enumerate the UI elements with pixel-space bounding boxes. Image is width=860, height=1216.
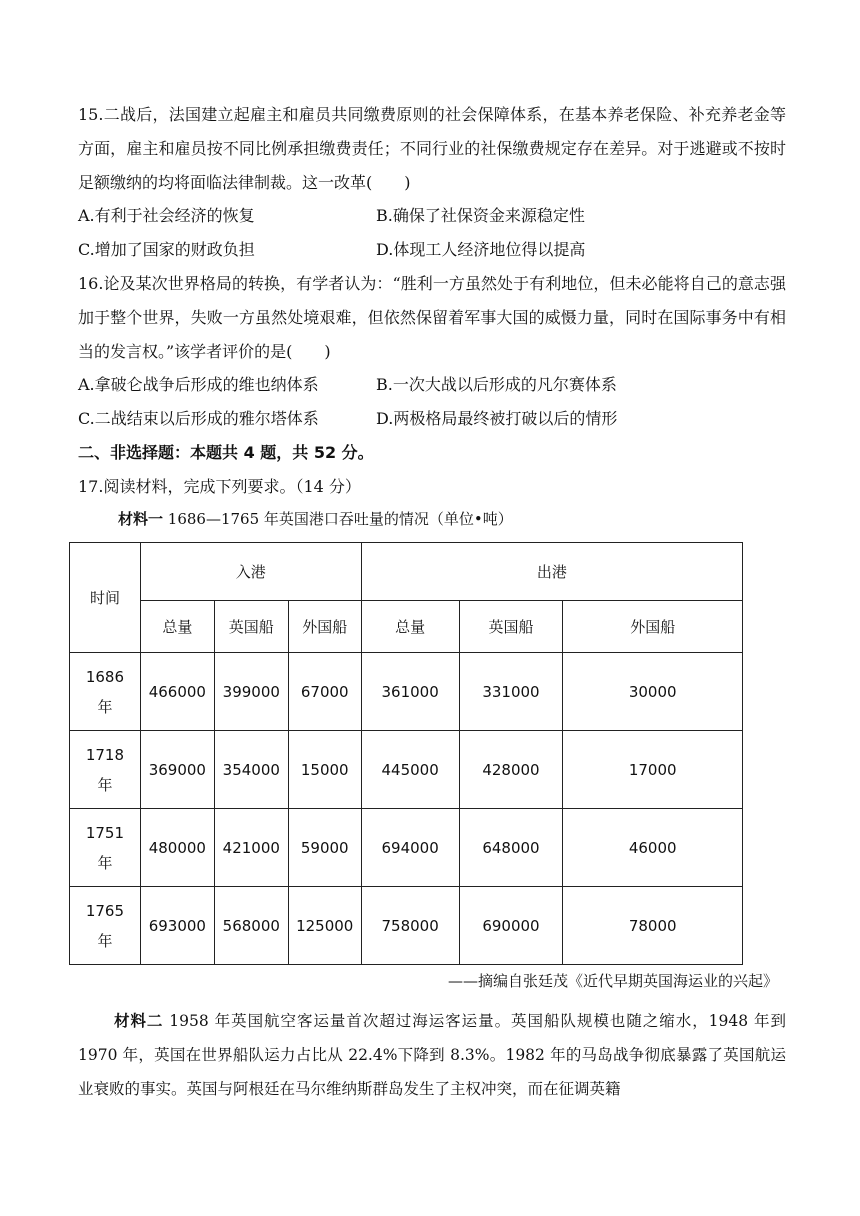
table-cell: 59000 — [288, 809, 361, 887]
subheader-out-british: 英国船 — [459, 601, 563, 653]
table-cell: 466000 — [140, 653, 214, 731]
table-cell: 354000 — [214, 731, 288, 809]
table-row — [70, 731, 743, 809]
year-cell: 1718 年 — [70, 731, 141, 809]
table-cell: 46000 — [563, 809, 743, 887]
table-cell: 568000 — [214, 887, 288, 965]
material-1-caption — [118, 508, 513, 529]
subheader-in-total: 总量 — [140, 601, 214, 653]
table-cell: 694000 — [361, 809, 459, 887]
question-17-stem: 17.阅读材料，完成下列要求。（14 分） — [78, 477, 361, 496]
question-16-option-d: D.两极格局最终被打破以后的情形 — [376, 409, 618, 428]
time-header: 时间 — [70, 543, 141, 653]
table-cell: 369000 — [140, 731, 214, 809]
question-15-option-a: A.有利于社会经济的恢复 — [78, 206, 255, 225]
section-2-heading: 二、非选择题：本题共 4 题，共 52 分。 — [78, 443, 374, 462]
table-row — [70, 653, 743, 731]
table-header-row — [70, 543, 743, 601]
table-cell: 17000 — [563, 731, 743, 809]
table-row — [70, 809, 743, 887]
year-cell: 1686 年 — [70, 653, 141, 731]
material-1-source: ——摘编自张廷茂《近代早期英国海运业的兴起》 — [447, 972, 778, 990]
material-2-label: 材料二 — [114, 1011, 164, 1030]
subheader-out-total: 总量 — [361, 601, 459, 653]
table-cell: 30000 — [563, 653, 743, 731]
material-2-text: 1958 年英国航空客运量首次超过海运客运量。英国船队规模也随之缩水，1948 年到 1970 年，英国在世界船队运力占比从 22.4%下降到 8.3%。1982 年的马岛战争彻底暴露了英国航运业衰败的事实。英国与阿根廷在马尔维纳斯群岛发生了主权冲突，而在征调英籍 — [78, 1012, 786, 1098]
year-cell: 1765 年 — [70, 887, 141, 965]
material-2-paragraph — [78, 1004, 786, 1106]
question-15-stem: 15.二战后，法国建立起雇主和雇员共同缴费原则的社会保障体系，在基本养老保险、补充养老金等方面，雇主和雇员按不同比例承担缴费责任；不同行业的社保缴费规定存在差异。对于逃避或不按时足额缴纳的均将面临法律制裁。这一改革( ) — [78, 105, 786, 192]
table-cell: 15000 — [288, 731, 361, 809]
question-16-option-c: C.二战结束以后形成的雅尔塔体系 — [78, 409, 319, 428]
table-cell: 693000 — [140, 887, 214, 965]
in-port-header: 入港 — [140, 543, 361, 601]
subheader-in-foreign: 外国船 — [288, 601, 361, 653]
question-15-option-b: B.确保了社保资金来源稳定性 — [376, 206, 585, 225]
subheader-in-british: 英国船 — [214, 601, 288, 653]
port-throughput-table — [69, 542, 743, 965]
question-15-option-d: D.体现工人经济地位得以提高 — [376, 240, 586, 259]
table-cell: 648000 — [459, 809, 563, 887]
question-16-stem: 16.论及某次世界格局的转换，有学者认为：“胜利一方虽然处于有利地位，但未必能将自己的意志强加于整个世界，失败一方虽然处境艰难，但依然保留着军事大国的威慑力量，同时在国际事务中有相当的发言权。”该学者评价的是( ) — [78, 274, 786, 361]
table-cell: 428000 — [459, 731, 563, 809]
table-cell: 399000 — [214, 653, 288, 731]
table-cell: 480000 — [140, 809, 214, 887]
table-cell: 331000 — [459, 653, 563, 731]
question-16-option-a: A.拿破仑战争后形成的维也纳体系 — [78, 375, 319, 394]
out-port-header: 出港 — [361, 543, 742, 601]
table-cell: 421000 — [214, 809, 288, 887]
table-cell: 361000 — [361, 653, 459, 731]
table-cell: 125000 — [288, 887, 361, 965]
table-cell: 445000 — [361, 731, 459, 809]
question-16-option-b: B.一次大战以后形成的凡尔赛体系 — [376, 375, 617, 394]
table-cell: 690000 — [459, 887, 563, 965]
table-cell: 758000 — [361, 887, 459, 965]
table-row — [70, 887, 743, 965]
material-1-label: 材料一 — [118, 510, 164, 528]
year-cell: 1751 年 — [70, 809, 141, 887]
table-cell: 78000 — [563, 887, 743, 965]
material-1-title: 1686—1765 年英国港口吞吐量的情况（单位•吨） — [167, 510, 513, 528]
table-cell: 67000 — [288, 653, 361, 731]
subheader-out-foreign: 外国船 — [563, 601, 743, 653]
question-15-option-c: C.增加了国家的财政负担 — [78, 240, 255, 259]
table-subheader-row — [70, 601, 743, 653]
